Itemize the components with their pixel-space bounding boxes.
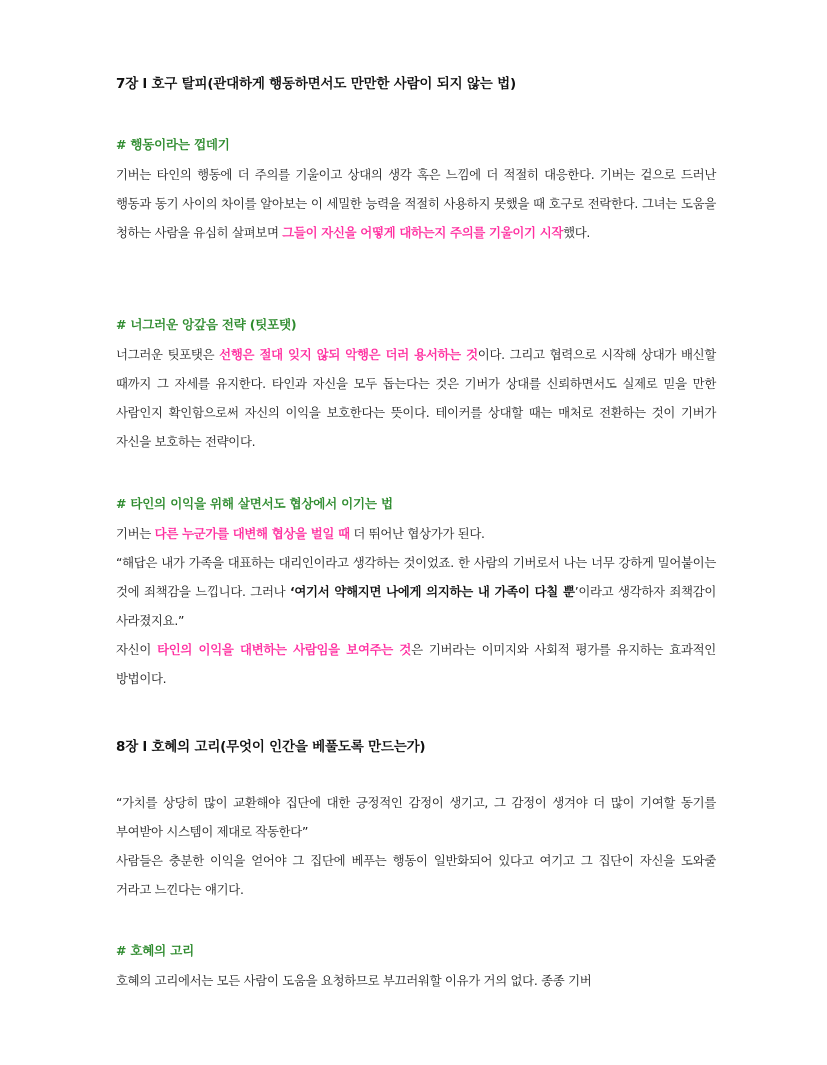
paragraph-behavior-shell [116, 160, 716, 247]
section-heading-behavior-shell: # 행동이라는 껍데기 [116, 137, 230, 152]
highlight-text: 타인의 이익을 대변하는 사람임을 보여주는 것 [157, 642, 412, 657]
paragraph-negotiation-quote [116, 548, 716, 635]
paragraph-text: 은 기버라는 이미지와 사회적 평가를 유지하는 효과적인 방법이다. [116, 642, 716, 686]
paragraph-text: 너그러운 팃포탯은 [116, 347, 220, 362]
paragraph-text: 이다. 그리고 협력으로 시작해 상대가 배신할 때까지 그 자세를 유지한다. 타인과 자신을 모두 돕는다는 것은 기버가 상대를 신뢰하면서도 실제로 믿을 만한 사람인지 확인함으로써 자신의 이익을 보호한다는 뜻이다. 테이커를 상대할 때는 매처로 전환하는 것이 기버가 자신을 보호하는 전략이다. [116, 347, 716, 449]
paragraph-chapter-8-body: 사람들은 충분한 이익을 얻어야 그 집단에 베푸는 행동이 일반화되어 있다고 여기고 그 집단이 자신을 도와줄 거라고 느낀다는 얘기다. [116, 853, 716, 897]
chapter-7-title: 7장 l 호구 탈피(관대하게 행동하면서도 만만한 사람이 되지 않는 법) [116, 76, 516, 92]
paragraph-text: 더 뛰어난 협상가가 된다. [349, 526, 485, 541]
paragraph-text: “해답은 내가 가족을 대표하는 대리인이라고 생각하는 것이었죠. 한 사람의 기버로서 나는 너무 강하게 밀어붙이는 것에 죄책감을 느낍니다. 그러나 [116, 555, 716, 599]
paragraph-negotiation-2 [116, 635, 716, 693]
paragraph-text: 기버는 타인의 행동에 더 주의를 기울이고 상대의 생각 혹은 느낌에 더 적절히 대응한다. 기버는 겉으로 드러난 행동과 동기 사이의 차이를 알아보는 이 세밀한 능력을 적절히 사용하지 못했을 때 호구로 전락한다. 그녀는 도움을 청하는 사람을 유심히 살펴보며 [116, 167, 716, 240]
highlight-text: 다른 누군가를 대변해 협상을 벌일 때 [154, 526, 350, 541]
highlight-text: 선행은 절대 잊지 않되 악행은 더러 용서하는 것 [219, 347, 478, 362]
section-heading-reciprocity-ring: # 호혜의 고리 [116, 943, 194, 958]
paragraph-chapter-8-quote: “가치를 상당히 많이 교환해야 집단에 대한 긍정적인 감정이 생기고, 그 감정이 생겨야 더 많이 기여할 동기를 부여받아 시스템이 제대로 작동한다” [116, 795, 716, 839]
paragraph-reciprocity-ring: 호혜의 고리에서는 모든 사람이 도움을 요청하므로 부끄러워할 이유가 거의 없다. 종종 기버 [116, 973, 592, 988]
paragraph-text: 자신이 [116, 642, 158, 657]
chapter-8-title: 8장 l 호혜의 고리(무엇이 인간을 베풀도록 만드는가) [116, 739, 426, 755]
paragraph-text: 했다. [563, 225, 591, 240]
paragraph-tit-for-tat [116, 340, 716, 456]
bold-text: ‘여기서 약해지면 나에게 의지하는 내 가족이 다칠 뿐 [289, 584, 575, 599]
section-heading-tit-for-tat: # 너그러운 앙갚음 전략 (팃포탯) [116, 317, 297, 332]
paragraph-negotiation-1 [116, 519, 716, 548]
paragraph-text: 기버는 [116, 526, 155, 541]
paragraph-text: ’이라고 생각하자 죄책감이 사라졌지요.” [116, 584, 717, 628]
section-heading-negotiation: # 타인의 이익을 위해 살면서도 협상에서 이기는 법 [116, 496, 393, 511]
highlight-text: 그들이 자신을 어떻게 대하는지 주의를 기울이기 시작 [282, 225, 564, 240]
